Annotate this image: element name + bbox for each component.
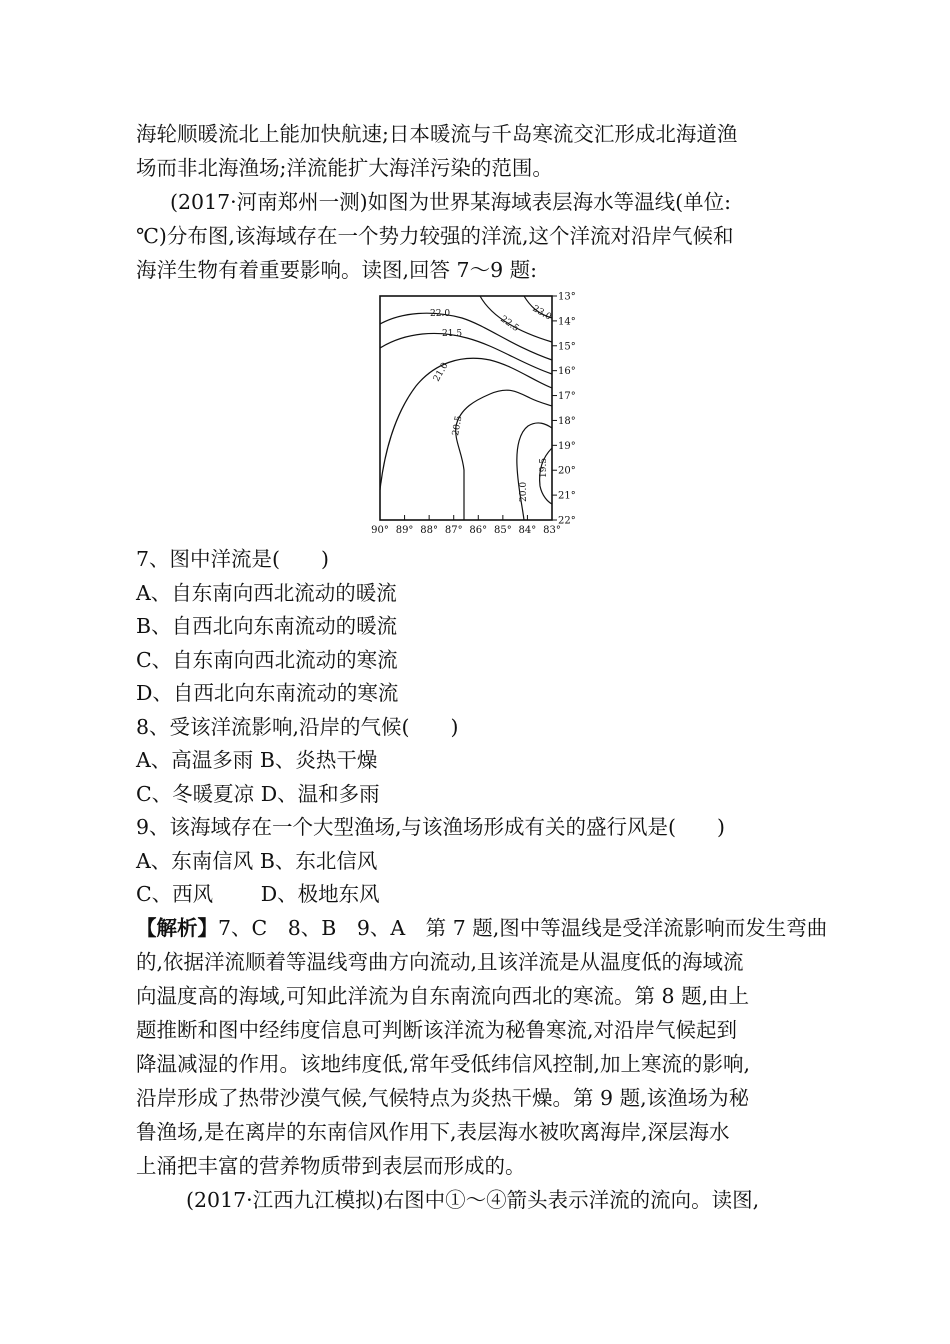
question-8: 8、受该洋流影响,沿岸的气候( ): [136, 715, 459, 739]
latitude-label: 14°: [558, 316, 576, 328]
answer-line: [136, 911, 827, 945]
isotherm-label: 20.5: [451, 415, 465, 437]
isotherm-label: 23.0: [530, 303, 553, 323]
latitude-label: 20°: [558, 465, 576, 477]
latitude-label: 13°: [558, 291, 576, 303]
longitude-label: 87°: [444, 525, 463, 536]
isotherm-21-5: [380, 333, 552, 374]
option-7b: B、自西北向东南流动的暖流: [136, 614, 398, 638]
option-7c: C、自东南向西北流动的寒流: [136, 648, 398, 672]
latitude-label: 21°: [558, 490, 576, 502]
paragraph-line: 海洋生物有着重要影响。读图,回答 7～9 题:: [136, 258, 538, 282]
longitude-label: 83°: [543, 525, 561, 536]
longitude-label: 85°: [493, 525, 512, 536]
isotherm-label: 22.0: [430, 309, 451, 319]
isotherm-label: 19.5: [539, 457, 549, 478]
latitude-label: 17°: [558, 391, 576, 403]
latitude-label: 22°: [558, 515, 576, 527]
paragraph-line: (2017·河南郑州一测)如图为世界某海域表层海水等温线(单位:: [170, 190, 732, 214]
isotherm-map: [371, 290, 576, 540]
latitude-label: 19°: [558, 440, 576, 452]
isotherm-22-5: [480, 296, 552, 342]
isotherm-label: 22.5: [498, 314, 521, 334]
longitude-label: 84°: [518, 525, 537, 536]
options-8ab: A、高温多雨 B、炎热干燥: [136, 748, 378, 772]
longitude-label: 86°: [469, 525, 488, 536]
answer-text: 7、C 8、B 9、A 第 7 题,图中等温线是受洋流影响而发生弯曲: [218, 916, 828, 940]
latitude-ticks: [552, 292, 576, 527]
isotherm-21-0: [380, 358, 552, 490]
answer-line: 向温度高的海域,可知此洋流为自东南流向西北的寒流。第 8 题,由上: [136, 984, 750, 1008]
longitude-label: 88°: [420, 525, 439, 536]
answer-line: 鲁渔场,是在离岸的东南信风作用下,表层海水被吹离海岸,深层海水: [136, 1120, 730, 1144]
isotherm-label: 21.0: [431, 361, 451, 384]
answer-line: 题推断和图中经纬度信息可判断该洋流为秘鲁寒流,对沿岸气候起到: [136, 1018, 738, 1042]
latitude-label: 16°: [558, 366, 576, 378]
answer-line: 上涌把丰富的营养物质带到表层而形成的。: [136, 1154, 526, 1178]
paragraph-line: 场而非北海渔场;洋流能扩大海洋污染的范围。: [136, 156, 553, 180]
options-9ab: A、东南信风 B、东北信风: [136, 849, 378, 873]
answer-line: 沿岸形成了热带沙漠气候,气候特点为炎热干燥。第 9 题,该渔场为秘: [136, 1086, 750, 1110]
latitude-label: 18°: [558, 415, 576, 427]
paragraph-line: (2017·江西九江模拟)右图中①～④箭头表示洋流的流向。读图,: [186, 1188, 760, 1212]
longitude-ticks: [371, 515, 561, 536]
answer-line: 降温减湿的作用。该地纬度低,常年受低纬信风控制,加上寒流的影响,: [136, 1052, 751, 1076]
question-7: 7、图中洋流是( ): [136, 547, 330, 571]
isotherm-label: 21.5: [442, 329, 463, 339]
option-7d: D、自西北向东南流动的寒流: [136, 681, 399, 705]
answer-line: 的,依据洋流顺着等温线弯曲方向流动,且该洋流是从温度低的海域流: [136, 950, 744, 974]
options-9cd: C、西风 D、极地东风: [136, 882, 380, 906]
options-8cd: C、冬暖夏凉 D、温和多雨: [136, 782, 380, 806]
question-9: 9、该海域存在一个大型渔场,与该渔场形成有关的盛行风是( ): [136, 815, 726, 839]
option-7a: A、自东南向西北流动的暖流: [136, 581, 397, 605]
isotherm-label: 20.0: [519, 481, 529, 502]
latitude-label: 15°: [558, 341, 576, 353]
longitude-label: 90°: [371, 525, 389, 536]
paragraph-line: ℃)分布图,该海域存在一个势力较强的洋流,这个洋流对沿岸气候和: [136, 224, 734, 248]
answer-label: 【解析】: [136, 916, 218, 940]
longitude-label: 89°: [395, 525, 414, 536]
isotherm-20-5: [456, 390, 552, 520]
isotherm-map-figure: [371, 290, 576, 540]
paragraph-line: 海轮顺暖流北上能加快航速;日本暖流与千岛寒流交汇形成北海道渔: [136, 122, 738, 146]
